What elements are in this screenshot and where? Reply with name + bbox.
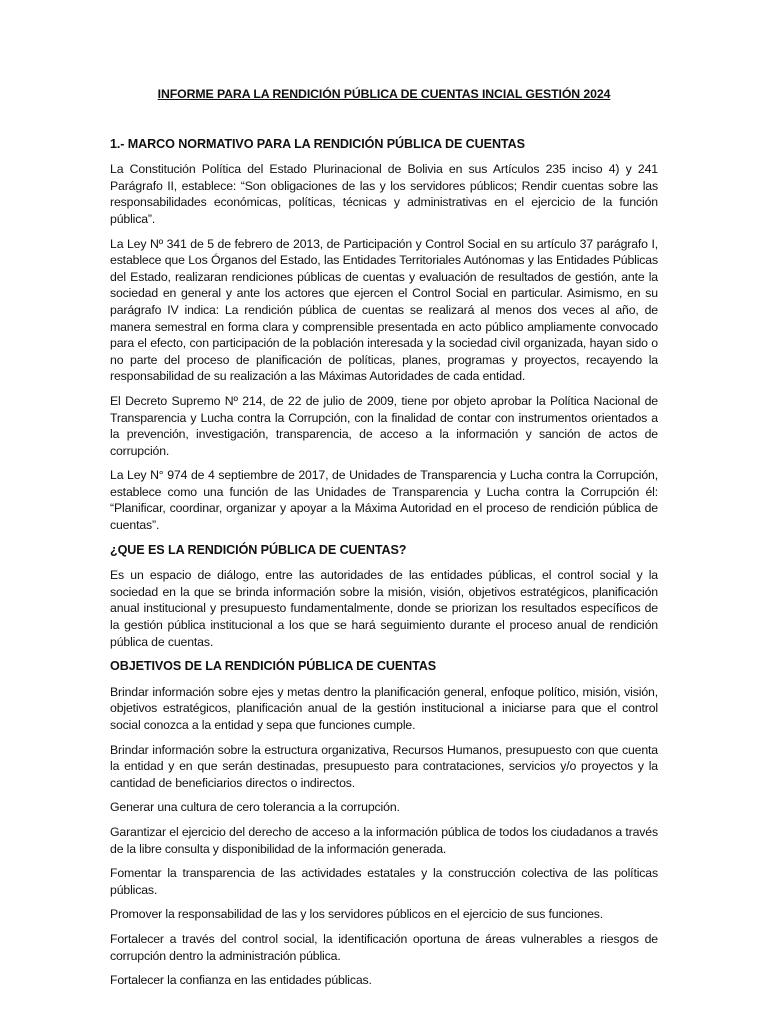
- document-page: [110, 70, 658, 997]
- section-objetivos: [110, 684, 658, 989]
- paragraph: La Constitución Política del Estado Plurinacional de Bolivia en sus Artículos 235 inciso 4) y 241 Parágrafo II, establece: “Son obligaciones de las y los servidores públicos; Rendir cuentas sobre las responsabilidades económicas, políticas, técnicas y administrativas en el ejercicio de la función pública”.: [110, 162, 658, 226]
- objective-item: Garantizar el ejercicio del derecho de acceso a la información pública de todos los ciudadanos a través de la libre consulta y disponibilidad de la información generada.: [110, 824, 658, 856]
- section-marco-normativo: [110, 161, 658, 533]
- objective-item: Brindar información sobre ejes y metas dentro la planificación general, enfoque político, misión, visión, objetivos estratégicos, planificación anual de la gestión institucional a iniciarse para que el control social conozca a la entidad y sepa que funciones cumple.: [110, 684, 658, 732]
- objective-item: Fomentar la transparencia de las actividades estatales y la construcción colectiva de las políticas públicas.: [110, 866, 658, 897]
- objective-item: Fortalecer a través del control social, la identificación oportuna de áreas vulnerables a riesgos de corrupción dentro la administración pública.: [110, 931, 658, 963]
- objective-item: Generar una cultura de cero tolerancia a la corrupción.: [110, 800, 400, 815]
- objective-item: Fortalecer la confianza en las entidades públicas.: [110, 973, 372, 988]
- paragraph: El Decreto Supremo Nº 214, de 22 de julio de 2009, tiene por objeto aprobar la Política Nacional de Transparencia y Lucha contra la Corrupción, con la finalidad de contar con instrumentos orientados a la prevención, investigación, transparencia, de acceso a la información y sanción de actos de corrupción.: [110, 393, 658, 458]
- objective-item: Brindar información sobre la estructura organizativa, Recursos Humanos, presupuesto con que cuenta la entidad y en que serán destinadas, presupuesto para contrataciones, servicios y/o proyectos y la cantidad de beneficiarios directos o indirectos.: [110, 742, 658, 790]
- objective-item: Promover la responsabilidad de las y los servidores públicos en el ejercicio de sus funciones.: [110, 907, 604, 922]
- paragraph: La Ley N° 974 de 4 septiembre de 2017, de Unidades de Transparencia y Lucha contra la Corrupción, establece como una función de las Unidades de Transparencia y Lucha contra la Corrupción él: “Planificar, coordinar, organizar y apoyar a la Máxima Autoridad en el proceso de rendición pública de cuentas”.: [110, 468, 658, 533]
- document-title: INFORME PARA LA RENDICIÓN PÚBLICA DE CUENTAS INCIAL GESTIÓN 2024: [157, 87, 611, 101]
- section-heading-que-es: ¿QUE ES LA RENDICIÓN PÚBLICA DE CUENTAS?: [110, 542, 407, 557]
- section-heading-marco-normativo: 1.- MARCO NORMATIVO PARA LA RENDICIÓN PÚBLICA DE CUENTAS: [110, 136, 525, 151]
- section-que-es: [110, 567, 658, 650]
- section-heading-objetivos: OBJETIVOS DE LA RENDICIÓN PÚBLICA DE CUENTAS: [110, 659, 437, 674]
- paragraph: Es un espacio de diálogo, entre las autoridades de las entidades públicas, el control social y la sociedad en la que se brinda información sobre la misión, visión, objetivos estratégicos, planificación anual institucional y presupuesto fundamentalmente, donde se priorizan los resultados específicos de la gestión pública institucional a los que se hará seguimiento durante el proceso anual de rendición pública de cuentas.: [110, 568, 658, 649]
- paragraph: La Ley Nº 341 de 5 de febrero de 2013, de Participación y Control Social en su artículo 37 parágrafo I, establece que Los Órganos del Estado, las Entidades Territoriales Autónomas y las Entidades Públicas del Estado, realizaran rendiciones públicas de cuentas y evaluación de resultados de gestión, ante la sociedad en general y ante los actores que ejercen el Control Social en particular. Asimismo, en su parágrafo IV indica: La rendición pública de cuentas se realizará al menos dos veces al año, de manera semestral en forma clara y comprensible presentada en acto público ampliamente convocado para el efecto, con participación de la población interesada y la sociedad civil organizada, hayan sido o no parte del proceso de planificación de políticas, planes, programas y proyectos, recayendo la responsabilidad de su realización a las Máximas Autoridades de cada entidad.: [110, 236, 658, 384]
